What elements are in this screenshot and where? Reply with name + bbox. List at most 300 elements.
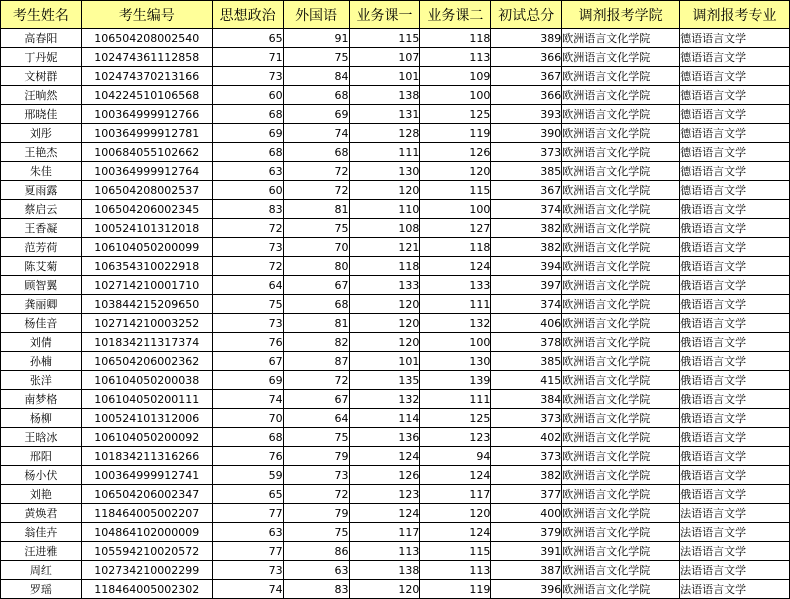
cell-major[interactable]: 德语语言文学 [680,29,790,48]
cell-course-one[interactable]: 121 [349,238,420,257]
cell-total[interactable]: 397 [491,276,562,295]
cell-school[interactable]: 欧洲语言文化学院 [562,257,680,276]
cell-school[interactable]: 欧洲语言文化学院 [562,143,680,162]
header-foreign-language[interactable]: 外国语 [283,1,349,29]
cell-major[interactable]: 俄语语言文学 [680,200,790,219]
table-row [1,466,790,485]
cell-name[interactable]: 黄焕君 [1,504,82,523]
cell-major[interactable]: 俄语语言文学 [680,238,790,257]
cell-course-two[interactable]: 100 [420,200,491,219]
cell-politics[interactable]: 60 [212,86,283,105]
cell-course-two[interactable]: 100 [420,333,491,352]
cell-total[interactable]: 378 [491,333,562,352]
cell-foreign-language[interactable]: 67 [283,276,349,295]
header-row [1,1,790,29]
cell-course-one[interactable]: 135 [349,371,420,390]
cell-course-two[interactable]: 124 [420,523,491,542]
cell-total[interactable]: 390 [491,124,562,143]
cell-name[interactable]: 邢晓佳 [1,105,82,124]
cell-course-one[interactable]: 123 [349,485,420,504]
cell-course-one[interactable]: 113 [349,542,420,561]
cell-course-one[interactable]: 130 [349,162,420,181]
cell-foreign-language[interactable]: 73 [283,466,349,485]
cell-total[interactable]: 382 [491,466,562,485]
cell-foreign-language[interactable]: 75 [283,219,349,238]
cell-course-one[interactable]: 120 [349,314,420,333]
cell-total[interactable]: 379 [491,523,562,542]
cell-name[interactable]: 杨小伏 [1,466,82,485]
cell-major[interactable]: 德语语言文学 [680,143,790,162]
cell-major[interactable]: 德语语言文学 [680,181,790,200]
cell-id[interactable]: 103844215209650 [81,295,212,314]
cell-name[interactable]: 刘艳 [1,485,82,504]
table-row [1,428,790,447]
cell-name[interactable]: 陈艾菊 [1,257,82,276]
cell-politics[interactable]: 74 [212,390,283,409]
cell-id[interactable]: 100364999912764 [81,162,212,181]
cell-school[interactable]: 欧洲语言文化学院 [562,333,680,352]
cell-politics[interactable]: 74 [212,580,283,599]
cell-major[interactable]: 俄语语言文学 [680,371,790,390]
cell-school[interactable]: 欧洲语言文化学院 [562,200,680,219]
cell-total[interactable]: 396 [491,580,562,599]
cell-school[interactable]: 欧洲语言文化学院 [562,67,680,86]
cell-foreign-language[interactable]: 81 [283,314,349,333]
cell-major[interactable]: 德语语言文学 [680,48,790,67]
cell-id[interactable]: 106504206002362 [81,352,212,371]
cell-course-two[interactable]: 139 [420,371,491,390]
cell-major[interactable]: 俄语语言文学 [680,447,790,466]
table-row [1,276,790,295]
cell-course-one[interactable]: 136 [349,428,420,447]
cell-course-two[interactable]: 100 [420,86,491,105]
cell-total[interactable]: 373 [491,447,562,466]
cell-course-two[interactable]: 124 [420,257,491,276]
cell-course-one[interactable]: 101 [349,67,420,86]
cell-major[interactable]: 德语语言文学 [680,124,790,143]
cell-course-two[interactable]: 118 [420,29,491,48]
cell-course-two[interactable]: 115 [420,181,491,200]
cell-total[interactable]: 400 [491,504,562,523]
cell-course-one[interactable]: 133 [349,276,420,295]
cell-course-two[interactable]: 111 [420,295,491,314]
cell-name[interactable]: 刘倩 [1,333,82,352]
cell-school[interactable]: 欧洲语言文化学院 [562,352,680,371]
cell-name[interactable]: 杨柳 [1,409,82,428]
cell-id[interactable]: 100524101312018 [81,219,212,238]
cell-total[interactable]: 382 [491,219,562,238]
cell-course-two[interactable]: 132 [420,314,491,333]
cell-total[interactable]: 377 [491,485,562,504]
cell-course-two[interactable]: 120 [420,504,491,523]
cell-name[interactable]: 刘彤 [1,124,82,143]
cell-foreign-language[interactable]: 86 [283,542,349,561]
cell-major[interactable]: 德语语言文学 [680,105,790,124]
cell-id[interactable]: 102714210003252 [81,314,212,333]
cell-foreign-language[interactable]: 68 [283,295,349,314]
cell-politics[interactable]: 70 [212,409,283,428]
cell-politics[interactable]: 63 [212,162,283,181]
cell-course-two[interactable]: 119 [420,580,491,599]
cell-course-two[interactable]: 125 [420,105,491,124]
cell-school[interactable]: 欧洲语言文化学院 [562,181,680,200]
cell-school[interactable]: 欧洲语言文化学院 [562,295,680,314]
table-row [1,257,790,276]
table-row [1,333,790,352]
cell-id[interactable]: 102734210002299 [81,561,212,580]
cell-school[interactable]: 欧洲语言文化学院 [562,105,680,124]
cell-name[interactable]: 邢阳 [1,447,82,466]
cell-major[interactable]: 俄语语言文学 [680,295,790,314]
cell-course-one[interactable]: 128 [349,124,420,143]
cell-id[interactable]: 100364999912741 [81,466,212,485]
cell-name[interactable]: 龚丽卿 [1,295,82,314]
cell-course-one[interactable]: 126 [349,466,420,485]
cell-total[interactable]: 367 [491,67,562,86]
cell-course-one[interactable]: 131 [349,105,420,124]
cell-course-two[interactable]: 125 [420,409,491,428]
cell-foreign-language[interactable]: 82 [283,333,349,352]
cell-foreign-language[interactable]: 63 [283,561,349,580]
cell-foreign-language[interactable]: 75 [283,523,349,542]
cell-id[interactable]: 106104050200092 [81,428,212,447]
cell-politics[interactable]: 72 [212,257,283,276]
cell-major[interactable]: 俄语语言文学 [680,428,790,447]
cell-total[interactable]: 385 [491,352,562,371]
cell-course-two[interactable]: 117 [420,485,491,504]
cell-name[interactable]: 张洋 [1,371,82,390]
header-politics[interactable]: 思想政治 [212,1,283,29]
cell-id[interactable]: 102714210001710 [81,276,212,295]
cell-course-one[interactable]: 120 [349,181,420,200]
cell-total[interactable]: 385 [491,162,562,181]
table-row [1,200,790,219]
cell-name[interactable]: 夏雨露 [1,181,82,200]
cell-major[interactable]: 法语语言文学 [680,561,790,580]
cell-course-two[interactable]: 124 [420,466,491,485]
cell-course-one[interactable]: 107 [349,48,420,67]
cell-name[interactable]: 杨佳音 [1,314,82,333]
cell-foreign-language[interactable]: 64 [283,409,349,428]
cell-foreign-language[interactable]: 79 [283,504,349,523]
cell-major[interactable]: 俄语语言文学 [680,409,790,428]
cell-id[interactable]: 106354310022918 [81,257,212,276]
cell-major[interactable]: 俄语语言文学 [680,466,790,485]
cell-course-two[interactable]: 126 [420,143,491,162]
cell-course-two[interactable]: 113 [420,561,491,580]
cell-course-one[interactable]: 115 [349,29,420,48]
cell-total[interactable]: 402 [491,428,562,447]
cell-school[interactable]: 欧洲语言文化学院 [562,162,680,181]
cell-name[interactable]: 王晗冰 [1,428,82,447]
cell-id[interactable]: 106504208002540 [81,29,212,48]
header-course-two[interactable]: 业务课二 [420,1,491,29]
cell-major[interactable]: 法语语言文学 [680,504,790,523]
cell-major[interactable]: 德语语言文学 [680,86,790,105]
cell-politics[interactable]: 77 [212,542,283,561]
header-major[interactable]: 调剂报考专业 [680,1,790,29]
cell-course-two[interactable]: 109 [420,67,491,86]
cell-foreign-language[interactable]: 72 [283,162,349,181]
cell-id[interactable]: 106504206002347 [81,485,212,504]
cell-name[interactable]: 王香凝 [1,219,82,238]
cell-school[interactable]: 欧洲语言文化学院 [562,238,680,257]
cell-politics[interactable]: 76 [212,447,283,466]
cell-name[interactable]: 蔡启云 [1,200,82,219]
cell-foreign-language[interactable]: 81 [283,200,349,219]
cell-school[interactable]: 欧洲语言文化学院 [562,48,680,67]
cell-total[interactable]: 366 [491,86,562,105]
cell-foreign-language[interactable]: 91 [283,29,349,48]
cell-foreign-language[interactable]: 67 [283,390,349,409]
cell-politics[interactable]: 65 [212,29,283,48]
table-row [1,48,790,67]
cell-total[interactable]: 382 [491,238,562,257]
cell-name[interactable]: 周红 [1,561,82,580]
cell-total[interactable]: 393 [491,105,562,124]
cell-name[interactable]: 范芳荷 [1,238,82,257]
cell-name[interactable]: 朱佳 [1,162,82,181]
cell-id[interactable]: 101834211317374 [81,333,212,352]
cell-school[interactable]: 欧洲语言文化学院 [562,504,680,523]
cell-school[interactable]: 欧洲语言文化学院 [562,580,680,599]
cell-politics[interactable]: 67 [212,352,283,371]
table-row [1,238,790,257]
cell-foreign-language[interactable]: 83 [283,580,349,599]
cell-politics[interactable]: 64 [212,276,283,295]
cell-total[interactable]: 391 [491,542,562,561]
cell-id[interactable]: 100364999912766 [81,105,212,124]
header-course-one[interactable]: 业务课一 [349,1,420,29]
cell-name[interactable]: 翁佳卉 [1,523,82,542]
cell-total[interactable]: 373 [491,409,562,428]
table-row [1,371,790,390]
cell-politics[interactable]: 76 [212,333,283,352]
cell-course-two[interactable]: 123 [420,428,491,447]
cell-name[interactable]: 文树群 [1,67,82,86]
cell-foreign-language[interactable]: 75 [283,48,349,67]
cell-name[interactable]: 南梦格 [1,390,82,409]
cell-school[interactable]: 欧洲语言文化学院 [562,29,680,48]
cell-course-two[interactable]: 120 [420,162,491,181]
cell-course-two[interactable]: 94 [420,447,491,466]
cell-politics[interactable]: 65 [212,485,283,504]
cell-major[interactable]: 俄语语言文学 [680,219,790,238]
cell-foreign-language[interactable]: 74 [283,124,349,143]
header-total[interactable]: 初试总分 [491,1,562,29]
cell-major[interactable]: 德语语言文学 [680,67,790,86]
cell-politics[interactable]: 59 [212,466,283,485]
cell-name[interactable]: 高春阳 [1,29,82,48]
cell-id[interactable]: 102474370213166 [81,67,212,86]
cell-major[interactable]: 德语语言文学 [680,162,790,181]
cell-school[interactable]: 欧洲语言文化学院 [562,447,680,466]
table-row [1,390,790,409]
cell-politics[interactable]: 71 [212,48,283,67]
cell-school[interactable]: 欧洲语言文化学院 [562,371,680,390]
cell-foreign-language[interactable]: 79 [283,447,349,466]
cell-foreign-language[interactable]: 70 [283,238,349,257]
table-row [1,352,790,371]
cell-politics[interactable]: 69 [212,371,283,390]
cell-school[interactable]: 欧洲语言文化学院 [562,390,680,409]
cell-politics[interactable]: 60 [212,181,283,200]
cell-name[interactable]: 汪晌然 [1,86,82,105]
cell-school[interactable]: 欧洲语言文化学院 [562,561,680,580]
cell-course-two[interactable]: 119 [420,124,491,143]
cell-school[interactable]: 欧洲语言文化学院 [562,485,680,504]
cell-school[interactable]: 欧洲语言文化学院 [562,428,680,447]
cell-course-two[interactable]: 111 [420,390,491,409]
cell-id[interactable]: 104864102000009 [81,523,212,542]
cell-total[interactable]: 394 [491,257,562,276]
cell-major[interactable]: 法语语言文学 [680,542,790,561]
cell-id[interactable]: 102474361112858 [81,48,212,67]
cell-name[interactable]: 罗瑶 [1,580,82,599]
cell-id[interactable]: 100364999912781 [81,124,212,143]
cell-course-one[interactable]: 138 [349,561,420,580]
table-row [1,485,790,504]
cell-politics[interactable]: 83 [212,200,283,219]
cell-politics[interactable]: 68 [212,428,283,447]
cell-foreign-language[interactable]: 72 [283,181,349,200]
cell-id[interactable]: 118464005002207 [81,504,212,523]
cell-foreign-language[interactable]: 68 [283,143,349,162]
cell-id[interactable]: 106504206002345 [81,200,212,219]
cell-total[interactable]: 367 [491,181,562,200]
cell-course-one[interactable]: 114 [349,409,420,428]
table-row [1,86,790,105]
cell-politics[interactable]: 73 [212,67,283,86]
cell-name[interactable]: 汪进雅 [1,542,82,561]
cell-name[interactable]: 丁丹妮 [1,48,82,67]
table-body [1,29,790,599]
cell-major[interactable]: 俄语语言文学 [680,333,790,352]
header-name[interactable]: 考生姓名 [1,1,82,29]
cell-foreign-language[interactable]: 72 [283,485,349,504]
cell-school[interactable]: 欧洲语言文化学院 [562,314,680,333]
cell-id[interactable]: 104224510106568 [81,86,212,105]
cell-course-two[interactable]: 127 [420,219,491,238]
cell-course-one[interactable]: 111 [349,143,420,162]
table-row [1,580,790,599]
cell-major[interactable]: 法语语言文学 [680,580,790,599]
cell-total[interactable]: 406 [491,314,562,333]
table-row [1,181,790,200]
cell-name[interactable]: 顾智翼 [1,276,82,295]
cell-id[interactable]: 105594210020572 [81,542,212,561]
cell-politics[interactable]: 68 [212,143,283,162]
cell-id[interactable]: 106104050200111 [81,390,212,409]
cell-name[interactable]: 孙楠 [1,352,82,371]
cell-politics[interactable]: 63 [212,523,283,542]
cell-foreign-language[interactable]: 72 [283,371,349,390]
cell-politics[interactable]: 73 [212,314,283,333]
cell-course-two[interactable]: 130 [420,352,491,371]
cell-total[interactable]: 374 [491,200,562,219]
cell-major[interactable]: 俄语语言文学 [680,276,790,295]
cell-school[interactable]: 欧洲语言文化学院 [562,409,680,428]
cell-course-one[interactable]: 124 [349,447,420,466]
cell-politics[interactable]: 77 [212,504,283,523]
cell-politics[interactable]: 68 [212,105,283,124]
cell-school[interactable]: 欧洲语言文化学院 [562,523,680,542]
table-row [1,67,790,86]
cell-id[interactable]: 101834211316266 [81,447,212,466]
cell-id[interactable]: 106504208002537 [81,181,212,200]
cell-school[interactable]: 欧洲语言文化学院 [562,542,680,561]
cell-course-one[interactable]: 118 [349,257,420,276]
cell-politics[interactable]: 75 [212,295,283,314]
cell-foreign-language[interactable]: 84 [283,67,349,86]
cell-course-one[interactable]: 120 [349,333,420,352]
cell-course-one[interactable]: 108 [349,219,420,238]
cell-school[interactable]: 欧洲语言文化学院 [562,86,680,105]
cell-foreign-language[interactable]: 75 [283,428,349,447]
cell-id[interactable]: 100684055102662 [81,143,212,162]
cell-course-one[interactable]: 120 [349,295,420,314]
cell-course-two[interactable]: 133 [420,276,491,295]
cell-id[interactable]: 118464005002302 [81,580,212,599]
cell-total[interactable]: 387 [491,561,562,580]
cell-major[interactable]: 俄语语言文学 [680,352,790,371]
cell-course-one[interactable]: 117 [349,523,420,542]
cell-school[interactable]: 欧洲语言文化学院 [562,466,680,485]
cell-course-two[interactable]: 115 [420,542,491,561]
cell-course-one[interactable]: 101 [349,352,420,371]
header-school[interactable]: 调剂报考学院 [562,1,680,29]
cell-name[interactable]: 王艳杰 [1,143,82,162]
cell-course-one[interactable]: 120 [349,580,420,599]
cell-school[interactable]: 欧洲语言文化学院 [562,124,680,143]
cell-total[interactable]: 384 [491,390,562,409]
cell-total[interactable]: 389 [491,29,562,48]
cell-politics[interactable]: 73 [212,561,283,580]
cell-total[interactable]: 374 [491,295,562,314]
cell-course-one[interactable]: 110 [349,200,420,219]
cell-politics[interactable]: 72 [212,219,283,238]
cell-total[interactable]: 366 [491,48,562,67]
cell-course-two[interactable]: 113 [420,48,491,67]
cell-foreign-language[interactable]: 69 [283,105,349,124]
cell-foreign-language[interactable]: 80 [283,257,349,276]
cell-major[interactable]: 俄语语言文学 [680,390,790,409]
cell-major[interactable]: 俄语语言文学 [680,257,790,276]
cell-course-one[interactable]: 124 [349,504,420,523]
cell-politics[interactable]: 73 [212,238,283,257]
cell-course-two[interactable]: 118 [420,238,491,257]
cell-id[interactable]: 106104050200038 [81,371,212,390]
cell-politics[interactable]: 69 [212,124,283,143]
cell-course-one[interactable]: 138 [349,86,420,105]
cell-id[interactable]: 106104050200099 [81,238,212,257]
cell-school[interactable]: 欧洲语言文化学院 [562,276,680,295]
cell-major[interactable]: 法语语言文学 [680,523,790,542]
cell-major[interactable]: 俄语语言文学 [680,485,790,504]
table-row [1,143,790,162]
table-row [1,219,790,238]
cell-foreign-language[interactable]: 68 [283,86,349,105]
cell-major[interactable]: 俄语语言文学 [680,314,790,333]
cell-id[interactable]: 100524101312006 [81,409,212,428]
cell-total[interactable]: 373 [491,143,562,162]
cell-total[interactable]: 415 [491,371,562,390]
header-id[interactable]: 考生编号 [81,1,212,29]
table-row [1,447,790,466]
cell-school[interactable]: 欧洲语言文化学院 [562,219,680,238]
cell-course-one[interactable]: 132 [349,390,420,409]
cell-foreign-language[interactable]: 87 [283,352,349,371]
